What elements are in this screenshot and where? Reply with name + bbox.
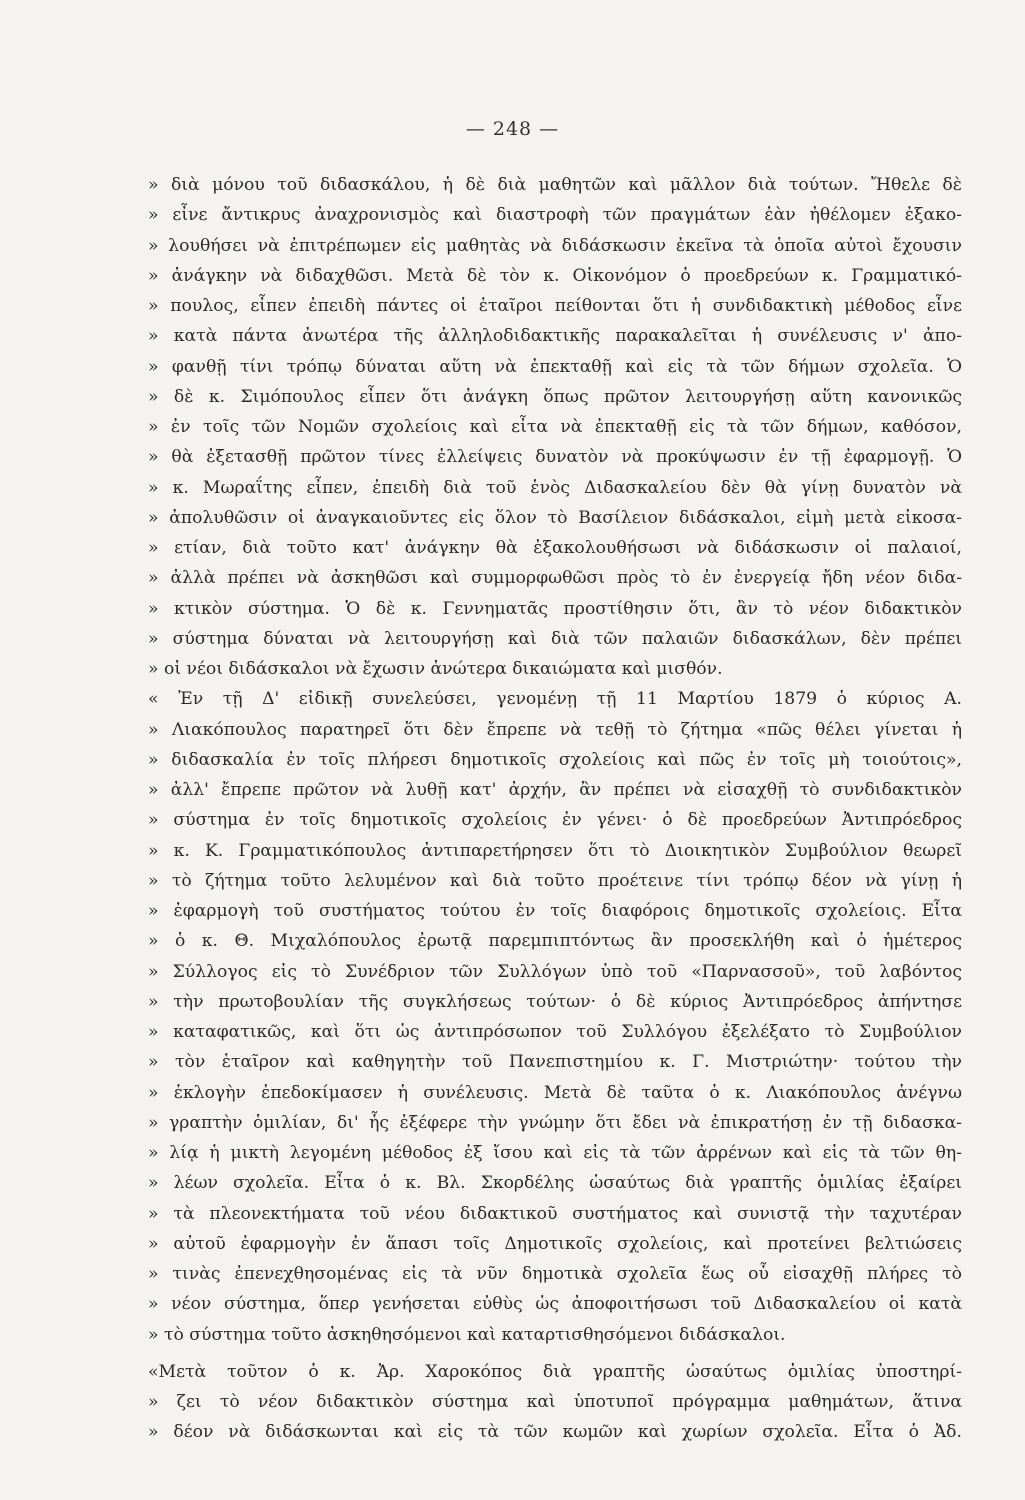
- text-line: » κτικὸν σύστημα. Ὁ δὲ κ. Γεννηματᾶς προστίθησιν ὅτι, ἂν τὸ νέον διδακτικὸν: [148, 598, 962, 619]
- text-line: » φανθῇ τίνι τρόπῳ δύναται αὕτη νὰ ἐπεκταθῇ καὶ εἰς τὰ τῶν δήμων σχολεῖα. Ὁ: [148, 356, 962, 377]
- text-line: » Λιακόπουλος παρατηρεῖ ὅτι δὲν ἔπρεπε νὰ τεθῇ τὸ ζήτημα «πῶς θέλει γίνεται ἡ: [148, 719, 962, 740]
- text-line: » διδασκαλία ἐν τοῖς πλήρεσι δημοτικοῖς σχολείοις καὶ πῶς ἐν τοῖς μὴ τοιούτοις»,: [148, 749, 962, 770]
- text-line: » κ. Κ. Γραμματικόπουλος ἀντιπαρετήρησεν ὅτι τὸ Διοικητικὸν Συμβούλιον θεωρεῖ: [148, 840, 962, 861]
- text-line: » λίᾳ ἡ μικτὴ λεγομένη μέθοδος ἐξ ἴσου καὶ εἰς τὰ τῶν ἀρρένων καὶ εἰς τὰ τῶν θη-: [148, 1143, 962, 1163]
- text-line: » ἀνάγκην νὰ διδαχθῶσι. Μετὰ δὲ τὸν κ. Οἰκονόμον ὁ προεδρεύων κ. Γραμματικό-: [148, 265, 962, 286]
- text-line: » λουθήσει νὰ ἐπιτρέπωμεν εἰς μαθητὰς νὰ διδάσκωσιν ἐκεῖνα τὰ ὁποῖα αὐτοὶ ἔχουσιν: [148, 235, 962, 256]
- text-line: » Σύλλογος εἰς τὸ Συνέδριον τῶν Συλλόγων ὑπὸ τοῦ «Παρνασσοῦ», τοῦ λαβόντος: [148, 961, 962, 982]
- text-line: » τὸν ἑταῖρον καὶ καθηγητὴν τοῦ Πανεπιστημίου κ. Γ. Μιστριώτην· τούτου τὴν: [148, 1052, 962, 1073]
- text-line: » αὐτοῦ ἐφαρμογὴν ἐν ἅπασι τοῖς Δημοτικοῖς σχολείοις, καὶ προτείνει βελτιώσεις: [148, 1233, 962, 1254]
- text-line: » τὸ ζήτημα τοῦτο λελυμένον καὶ διὰ τοῦτο προέτεινε τίνι τρόπῳ δέον νὰ γίνῃ ἡ: [148, 870, 962, 891]
- text-line: » τὰ πλεονεκτήματα τοῦ νέου διδακτικοῦ συστήματος καὶ συνιστᾷ τὴν ταχυτέραν: [148, 1203, 962, 1224]
- text-line: » νέον σύστημα, ὅπερ γενήσεται εὐθὺς ὡς ἀποφοιτήσωσι τοῦ Διδασκαλείου οἱ κατὰ: [148, 1294, 962, 1315]
- text-line: » σύστημα δύναται νὰ λειτουργήσῃ καὶ διὰ τῶν παλαιῶν διδασκάλων, δὲν πρέπει: [148, 628, 962, 649]
- text-line: » κατὰ πάντα ἀνωτέρα τῆς ἀλληλοδιδακτικῆς παρακαλεῖται ἡ συνέλευσις ν' ἀπο-: [148, 326, 962, 347]
- text-line: » ὁ κ. Θ. Μιχαλόπουλος ἐρωτᾷ παρεμπιπτόντως ἂν προσεκλήθη καὶ ὁ ἡμέτερος: [148, 931, 962, 952]
- text-line: » ἀπολυθῶσιν οἱ ἀναγκαιοῦντες εἰς ὅλον τὸ Βασίλειον διδάσκαλοι, εἰμὴ μετὰ εἰκοσα-: [148, 507, 962, 528]
- text-line: » δὲ κ. Σιμόπουλος εἶπεν ὅτι ἀνάγκη ὅπως πρῶτον λειτουργήσῃ αὕτη κανονικῶς: [148, 386, 962, 407]
- text-line: » θὰ ἐξετασθῇ πρῶτον τίνες ἐλλείψεις δυνατὸν νὰ προκύψωσιν ἐν τῇ ἐφαρμογῇ. Ὁ: [148, 447, 962, 468]
- text-line: » λέων σχολεῖα. Εἶτα ὁ κ. Βλ. Σκορδέλης ὡσαύτως διὰ γραπτῆς ὁμιλίας ἐξαίρει: [148, 1173, 962, 1194]
- text-line: » οἱ νέοι διδάσκαλοι νὰ ἔχωσιν ἀνώτερα δικαιώματα καὶ μισθόν.: [148, 659, 723, 679]
- text-line: » δέον νὰ διδάσκωνται καὶ εἰς τὰ τῶν κωμῶν καὶ χωρίων σχολεῖα. Εἶτα ὁ Ἀδ.: [148, 1422, 962, 1443]
- text-line: » καταφατικῶς, καὶ ὅτι ὡς ἀντιπρόσωπον τοῦ Συλλόγου ἐξελέξατο τὸ Συμβούλιον: [148, 1022, 962, 1042]
- text-line: » τινὰς ἐπενεχθησομένας εἰς τὰ νῦν δημοτικὰ σχολεῖα ἕως οὗ εἰσαχθῇ πλήρες τὸ: [148, 1264, 962, 1284]
- text-line: » ζει τὸ νέον διδακτικὸν σύστημα καὶ ὑποτυποῖ πρόγραμμα μαθημάτων, ἅτινα: [148, 1392, 962, 1412]
- text-line: « Ἐν τῇ Δ' εἰδικῇ συνελεύσει, γενομένῃ τῇ 11 Μαρτίου 1879 ὁ κύριος Α.: [148, 689, 962, 710]
- text-line: » τὴν πρωτοβουλίαν τῆς συγκλήσεως τούτων· ὁ δὲ κύριος Ἀντιπρόεδρος ἀπήντησε: [148, 991, 962, 1012]
- text-line: » διὰ μόνου τοῦ διδασκάλου, ἡ δὲ διὰ μαθητῶν καὶ μᾶλλον διὰ τούτων. Ἤθελε δὲ: [148, 175, 962, 195]
- text-line: » κ. Μωραΐτης εἶπεν, ἐπειδὴ διὰ τοῦ ἑνὸς Διδασκαλείου δὲν θὰ γίνῃ δυνατὸν νὰ: [148, 477, 962, 498]
- text-line: » ἐφαρμογὴ τοῦ συστήματος τούτου ἐν τοῖς διαφόροις δημοτικοῖς σχολείοις. Εἶτα: [148, 901, 962, 921]
- text-line: » ἐν τοῖς τῶν Νομῶν σχολείοις καὶ εἶτα νὰ ἐπεκταθῇ εἰς τὰ τῶν δήμων, καθόσον,: [148, 417, 962, 437]
- text-line: » ἀλλὰ πρέπει νὰ ἀσκηθῶσι καὶ συμμορφωθῶσι πρὸς τὸ ἐν ἐνεργείᾳ ἤδη νέον διδα-: [148, 568, 962, 589]
- text-line: » εἶνε ἄντικρυς ἀναχρονισμὸς καὶ διαστροφὴ τῶν πραγμάτων ἐὰν ἠθέλομεν ἐξακο-: [148, 205, 962, 226]
- body-text: [148, 170, 962, 1448]
- text-line: » ἀλλ' ἔπρεπε πρῶτον νὰ λυθῇ κατ' ἀρχήν, ἂν πρέπει νὰ εἰσαχθῇ τὸ συνδιδακτικὸν: [148, 780, 962, 800]
- text-line: » γραπτὴν ὁμιλίαν, δι' ἧς ἐξέφερε τὴν γνώμην ὅτι ἔδει νὰ ἐπικρατήσῃ ἐν τῇ διδασκα-: [148, 1112, 962, 1133]
- text-line: » τὸ σύστημα τοῦτο ἀσκηθησόμενοι καὶ καταρτισθησόμενοι διδάσκαλοι.: [148, 1324, 786, 1345]
- text-line: » πουλος, εἶπεν ἐπειδὴ πάντες οἱ ἑταῖροι πείθονται ὅτι ἡ συνδιδακτικὴ μέθοδος εἶνε: [148, 296, 962, 316]
- page-number: — 248 —: [465, 118, 560, 140]
- text-line: » ετίαν, διὰ τοῦτο κατ' ἀνάγκην θὰ ἐξακολουθήσωσι νὰ διδάσκωσιν οἱ παλαιοί,: [148, 538, 962, 558]
- text-line: » ἐκλογὴν ἐπεδοκίμασεν ἡ συνέλευσις. Μετὰ δὲ ταῦτα ὁ κ. Λιακόπουλος ἀνέγνω: [148, 1082, 962, 1103]
- text-line: » σύστημα ἐν τοῖς δημοτικοῖς σχολείοις ἐν γένει· ὁ δὲ προεδρεύων Ἀντιπρόεδρος: [148, 810, 962, 831]
- text-line: «Μετὰ τοῦτον ὁ κ. Ἀρ. Χαροκόπος διὰ γραπτῆς ὡσαύτως ὁμιλίας ὑποστηρί-: [148, 1361, 962, 1382]
